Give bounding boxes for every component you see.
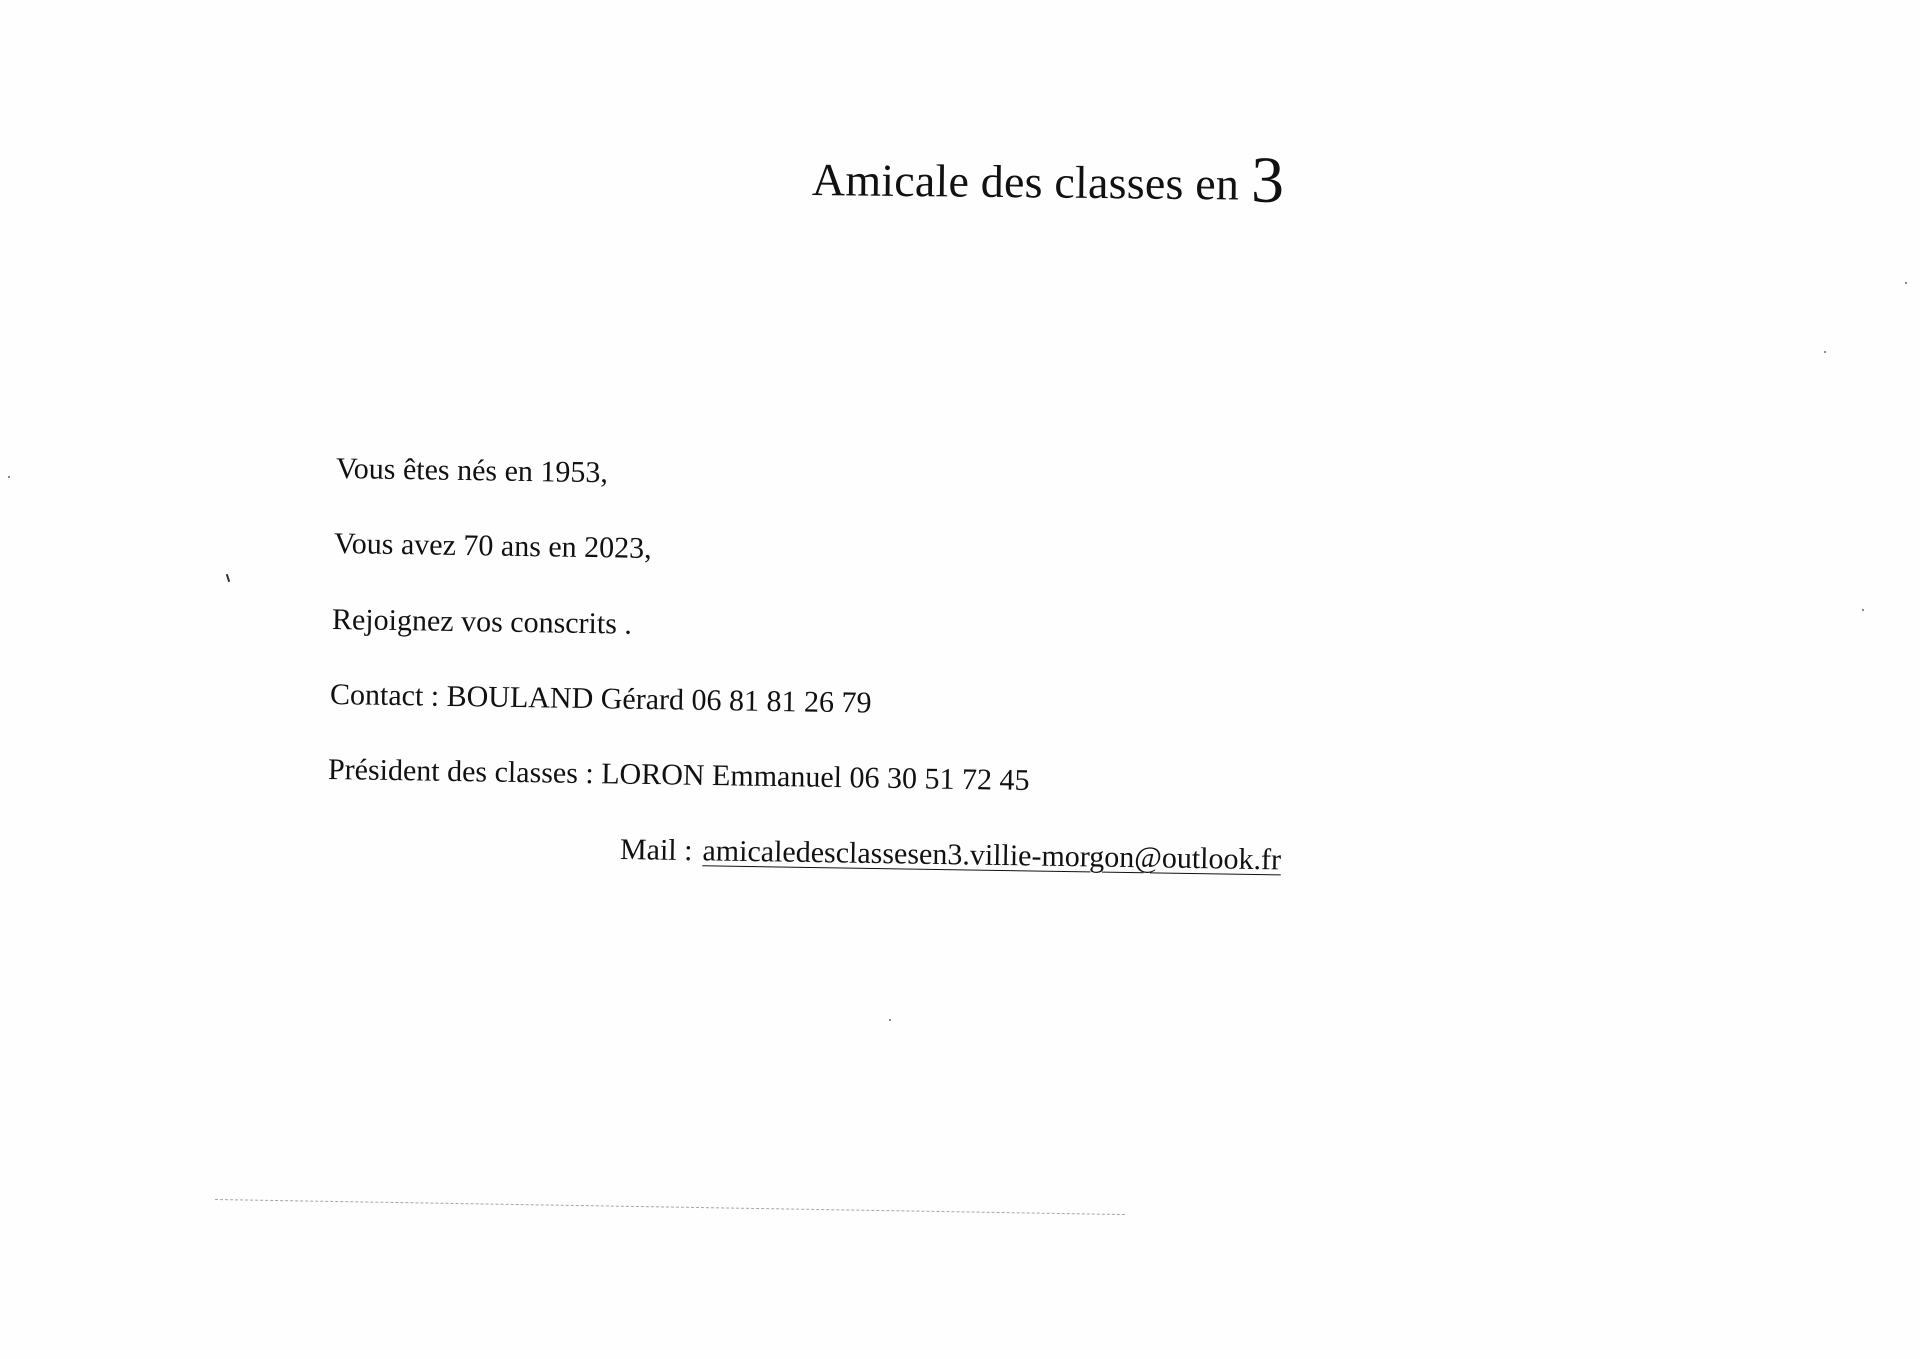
scan-speck — [1905, 282, 1907, 284]
president-line: Président des classes : LORON Emmanuel 06 30 51 72 45 — [327, 753, 1030, 798]
scan-speck — [8, 476, 10, 478]
scan-speck — [1824, 351, 1826, 353]
mail-line — [620, 833, 1282, 877]
scan-mark — [226, 574, 230, 582]
page-title — [812, 136, 1285, 217]
title-text: Amicale des classes en — [811, 154, 1240, 210]
contact-line: Contact : BOULAND Gérard 06 81 81 26 79 — [329, 678, 872, 720]
birth-year-line: Vous êtes nés en 1953, — [335, 452, 609, 490]
scan-artifact-line — [215, 1199, 1125, 1215]
mail-label: Mail : — [619, 833, 693, 868]
title-number: 3 — [1250, 143, 1285, 217]
scan-speck — [889, 1019, 891, 1021]
invitation-line: Rejoignez vos conscrits . — [331, 603, 633, 641]
age-line: Vous avez 70 ans en 2023, — [333, 527, 652, 565]
scan-speck — [1862, 609, 1864, 611]
mail-address-link[interactable]: amicaledesclassesen3.villie-morgon@outlook.fr — [702, 834, 1282, 877]
